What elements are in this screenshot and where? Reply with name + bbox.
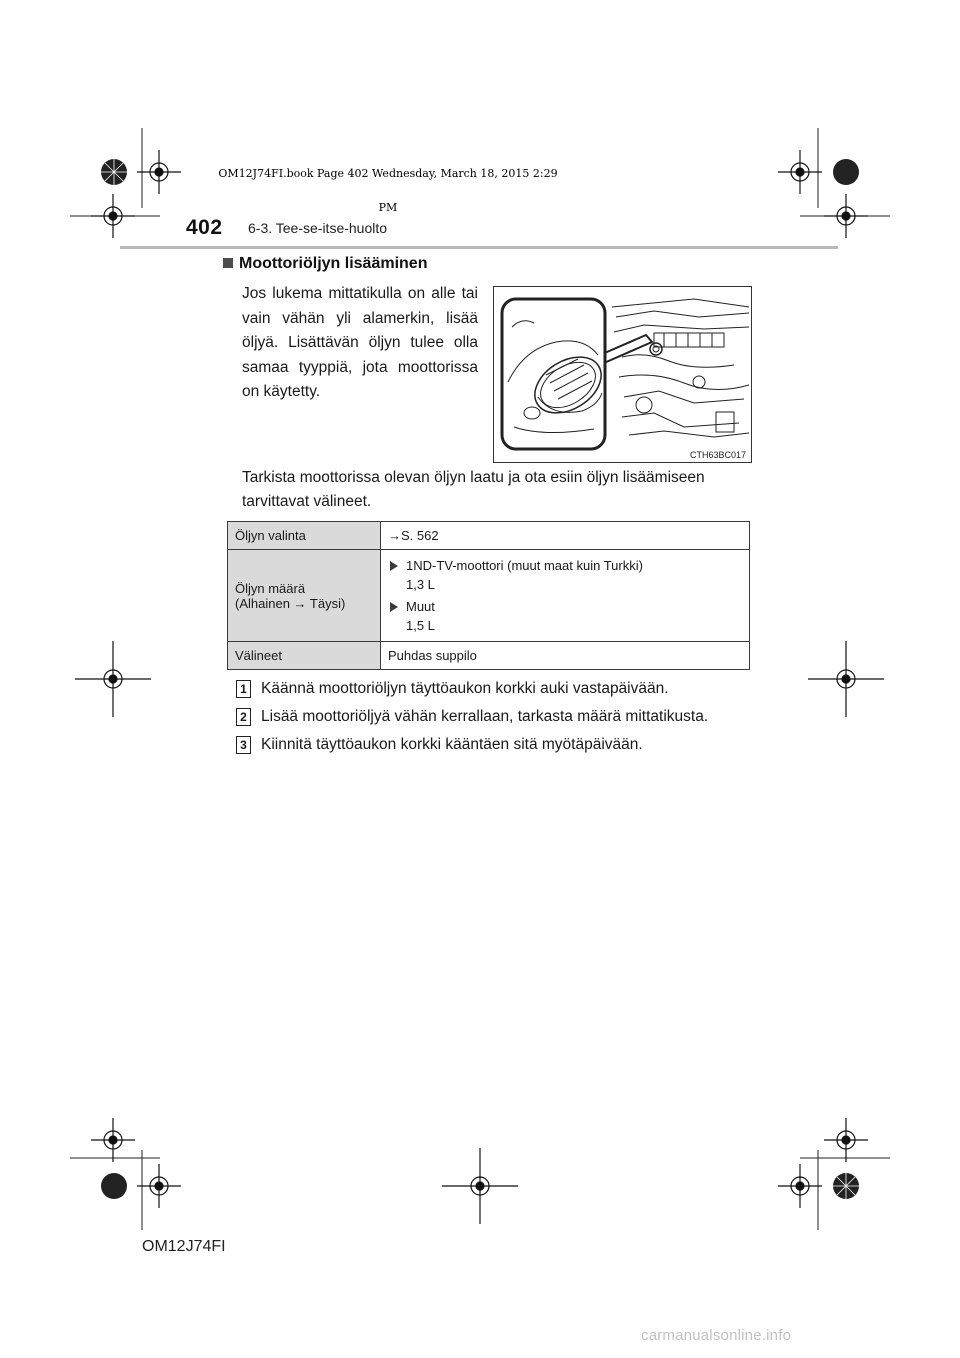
step-3: [236, 736, 643, 754]
section-title: 6-3. Tee-se-itse-huolto: [248, 220, 388, 236]
engine-illustration: [494, 287, 751, 462]
tools-label: Välineet: [228, 642, 381, 670]
tools-value: Puhdas suppilo: [381, 642, 750, 670]
step-number: 2: [236, 708, 251, 726]
step-text: Lisää moottoriöljyä vähän kerrallaan, tarkasta määrä mittatikusta.: [261, 708, 709, 725]
step-text: Kiinnitä täyttöaukon korkki kääntäen sitä myötäpäivään.: [261, 736, 643, 753]
list-item: [388, 556, 742, 594]
oil-quantity-label-line2: (Alhainen → Täysi): [235, 595, 346, 611]
oil-quantity-values: [381, 550, 750, 642]
oil-amount: 1,3 L: [406, 577, 435, 592]
print-header-info: OM12J74FI.book Page 402 Wednesday, March 18, 2015 2:29 PM: [208, 157, 568, 191]
table-row: [228, 550, 750, 642]
list-item: [388, 597, 742, 635]
intro-paragraph: Jos lukema mittatikulla on alle tai vain vähän yli alamerkin, lisää öljyä. Lisättävän öljyn tulee olla samaa tyyppiä, jota moottorissa on käytetty.: [242, 285, 478, 400]
step-2: [236, 708, 708, 726]
oil-spec-table: [227, 521, 750, 670]
engine-variant: 1ND-TV-moottori (muut maat kuin Turkki): [406, 558, 643, 573]
oil-filler-cap-figure: [493, 286, 752, 463]
check-paragraph: Tarkista moottorissa olevan öljyn laatu ja ota esiin öljyn lisäämiseen tarvittavat välineet.: [242, 469, 705, 510]
step-number: 3: [236, 736, 251, 754]
step-text: Käännä moottoriöljyn täyttöaukon korkki auki vastapäivään.: [261, 680, 669, 697]
figure-code: CTH63BC017: [689, 450, 746, 460]
oil-quantity-label-line1: Öljyn määrä: [235, 580, 306, 596]
page-number: 402: [186, 216, 223, 239]
manual-code: OM12J74FI: [142, 1238, 226, 1255]
oil-selection-ref: →S. 562: [381, 522, 750, 550]
step-1: [236, 680, 669, 698]
header-divider: [120, 246, 838, 249]
oil-amount: 1,5 L: [406, 618, 435, 633]
table-row: [228, 642, 750, 670]
section-heading: [223, 255, 427, 273]
heading-text: Moottoriöljyn lisääminen: [239, 255, 428, 272]
heading-square-icon: [223, 258, 233, 268]
bullet-triangle-icon: [390, 561, 398, 571]
oil-selection-label: Öljyn valinta: [228, 522, 381, 550]
step-number: 1: [236, 680, 251, 698]
table-row: [228, 522, 750, 550]
engine-variant: Muut: [406, 599, 435, 614]
watermark: carmanualsonline.info: [641, 1327, 792, 1344]
oil-quantity-label: [228, 550, 381, 642]
bullet-triangle-icon: [390, 602, 398, 612]
